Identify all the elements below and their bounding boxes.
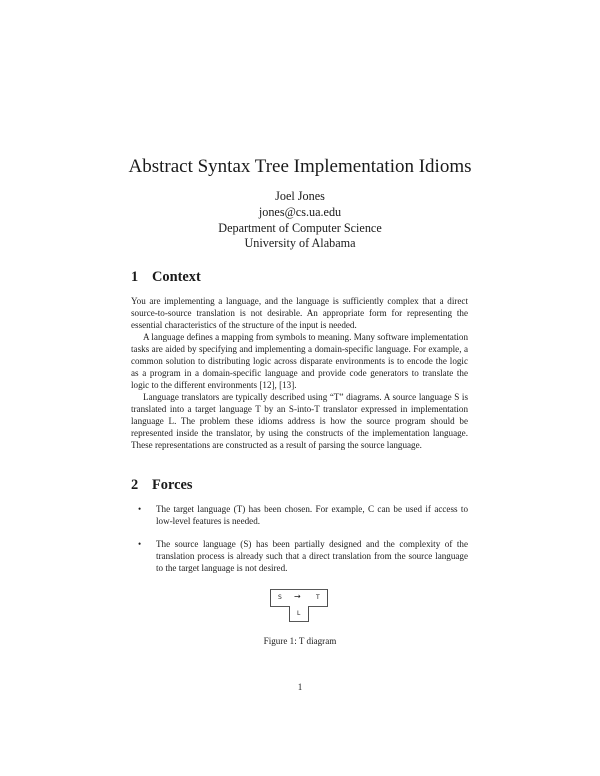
paragraph: You are implementing a language, and the language is sufficiently complex that a direct source-to-source translation is not desirable. An appropriate form for representing the essential characteristics of the structure of the input is needed. (131, 296, 468, 330)
paper-title: Abstract Syntax Tree Implementation Idioms (128, 156, 472, 177)
paragraph: Language translators are typically described using “T” diagrams. A source language S is translated into a target language T by an S-into-T translator expressed in implementation language L. The problem these idioms address is how the source program should be represented inside the translator, by using the constructs of the implementation language. These representations are constructed as a result of parsing the source language. (131, 392, 468, 450)
t-diagram-target-label: T (316, 594, 320, 601)
t-diagram-source-label: S (278, 594, 282, 601)
author-email: jones@cs.ua.edu (258, 204, 342, 219)
bullet-item (138, 504, 468, 528)
paragraph: A language defines a mapping from symbols to meaning. Many software implementation tasks are aided by specifying and implementing a domain-specific language. For example, a common solution to distributing logic across disparate environments is to encode the logic as a program in a domain-specific language and provide code generators to translate the logic to the different environments [12], [13]. (131, 332, 468, 390)
bullet-icon: • (138, 504, 142, 514)
section-title: Forces (152, 477, 193, 493)
section-title: Context (152, 269, 201, 285)
bullet-icon: • (138, 539, 142, 549)
bullet-item (138, 539, 468, 575)
author-university: University of Alabama (244, 236, 356, 251)
page-number: 1 (297, 682, 303, 692)
bullet-text: The target language (T) has been chosen. For example, C can be used if access to low-level features is needed. (156, 504, 468, 526)
section-heading-context (131, 268, 201, 286)
t-diagram (270, 589, 328, 622)
section-heading-forces (131, 476, 193, 494)
section-number: 1 (131, 269, 139, 285)
figure-caption: Figure 1: T diagram (263, 636, 337, 646)
t-diagram-impl-label: L (297, 610, 301, 617)
author-block (0, 189, 600, 252)
t-diagram-arrow-icon: → (294, 592, 301, 601)
author-name: Joel Jones (275, 189, 325, 203)
author-department: Department of Computer Science (218, 220, 382, 235)
bullet-text: The source language (S) has been partially designed and the complexity of the translation process is already such that a direct translation from the source language to the target language is not desired. (156, 539, 468, 573)
section-number: 2 (131, 477, 139, 493)
